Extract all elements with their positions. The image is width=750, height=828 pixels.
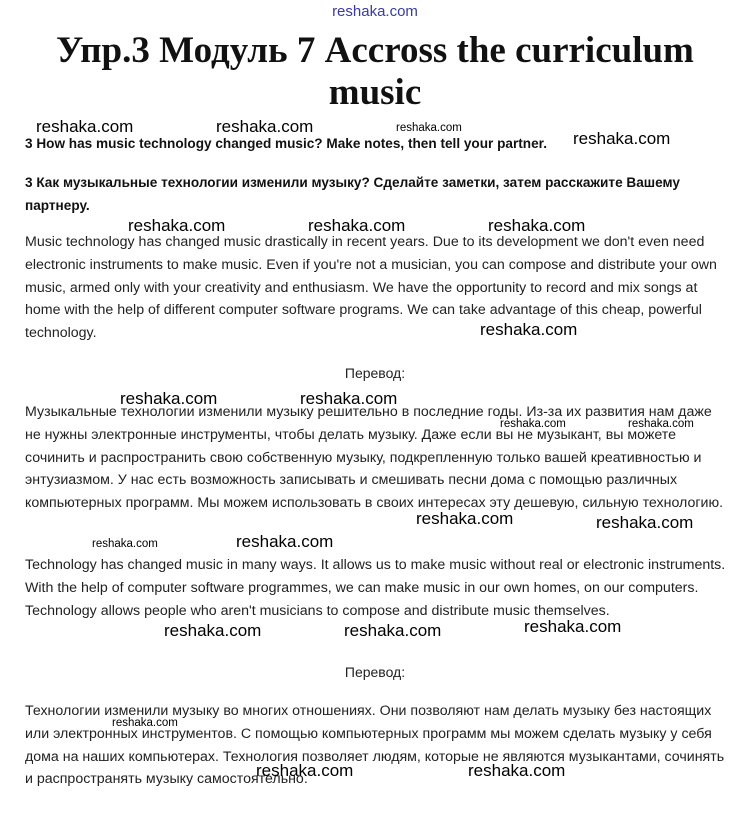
site-link-top[interactable]: reshaka.com xyxy=(332,3,418,20)
watermark: reshaka.com xyxy=(92,538,158,550)
answer-1-english: Music technology has changed music drastically in recent years. Due to its development we don't even need electronic instruments to make music. Even if you're not a musician, you can compose and distribute your own music, armed only with your creativity and enthusiasm. We have the opportunity to record and mix songs at home with the help of different computer software programs. We can take advantage of this cheap, powerful technology. xyxy=(25,234,717,342)
watermark: reshaka.com xyxy=(236,532,334,551)
watermark: reshaka.com xyxy=(500,418,566,430)
watermark: reshaka.com xyxy=(120,389,218,408)
watermark: reshaka.com xyxy=(596,513,694,532)
answer-1-russian: Музыкальные технологии изменили музыку решительно в последние годы. Из-за их развития нам даже не нужны электронные инструменты, чтобы делать музыку. Даже если вы не музыкант, вы можете сочинить и распространить свою собственную музыку, подкрепленную только вашей креативностью и энтузиазмом. У нас есть возможность записывать и смешивать песни дома с помощью различных компьютерных программ. Мы можем использовать в своих интересах эту дешевую, сильную технологию. xyxy=(25,404,724,512)
translation-label-2: Перевод: xyxy=(344,664,406,680)
watermark: reshaka.com xyxy=(416,509,514,528)
watermark: reshaka.com xyxy=(396,122,462,134)
watermark: reshaka.com xyxy=(488,216,586,235)
watermark: reshaka.com xyxy=(480,320,578,339)
watermark: reshaka.com xyxy=(256,761,354,780)
watermark: reshaka.com xyxy=(468,761,566,780)
page-title: Упр.3 Модуль 7 Accross the curriculum music xyxy=(56,30,694,113)
watermark: reshaka.com xyxy=(112,717,178,729)
watermark: reshaka.com xyxy=(524,617,622,636)
watermark: reshaka.com xyxy=(164,621,262,640)
answer-2-english: Technology has changed music in many ways. It allows us to make music without real or electronic instruments. With the help of computer software programmes, we can make music in our own homes, on our computers. Technology allows people who aren't musicians to compose and distribute music themselves. xyxy=(25,557,726,619)
watermark: reshaka.com xyxy=(128,216,226,235)
watermark: reshaka.com xyxy=(344,621,442,640)
watermark: reshaka.com xyxy=(628,418,694,430)
question-russian: 3 Как музыкальные технологии изменили музыку? Сделайте заметки, затем расскажите Вашему партнеру. xyxy=(25,175,680,213)
watermark: reshaka.com xyxy=(36,117,134,136)
translation-label-1: Перевод: xyxy=(344,365,406,381)
question-english: 3 How has music technology changed music? Make notes, then tell your partner. xyxy=(25,136,547,151)
watermark: reshaka.com xyxy=(216,117,314,136)
watermark: reshaka.com xyxy=(300,389,398,408)
watermark: reshaka.com xyxy=(308,216,406,235)
answer-2-russian: Технологии изменили музыку во многих отношениях. Они позволяют нам делать музыку без настоящих или электронных инструментов. С помощью компьютерных программ мы можем сделать музыку у себя дома на наших компьютерах. Технология позволяет людям, которые не являются музыкантами, сочинять и распространять музыку самостоятельно. xyxy=(25,703,725,788)
watermark: reshaka.com xyxy=(573,129,671,148)
